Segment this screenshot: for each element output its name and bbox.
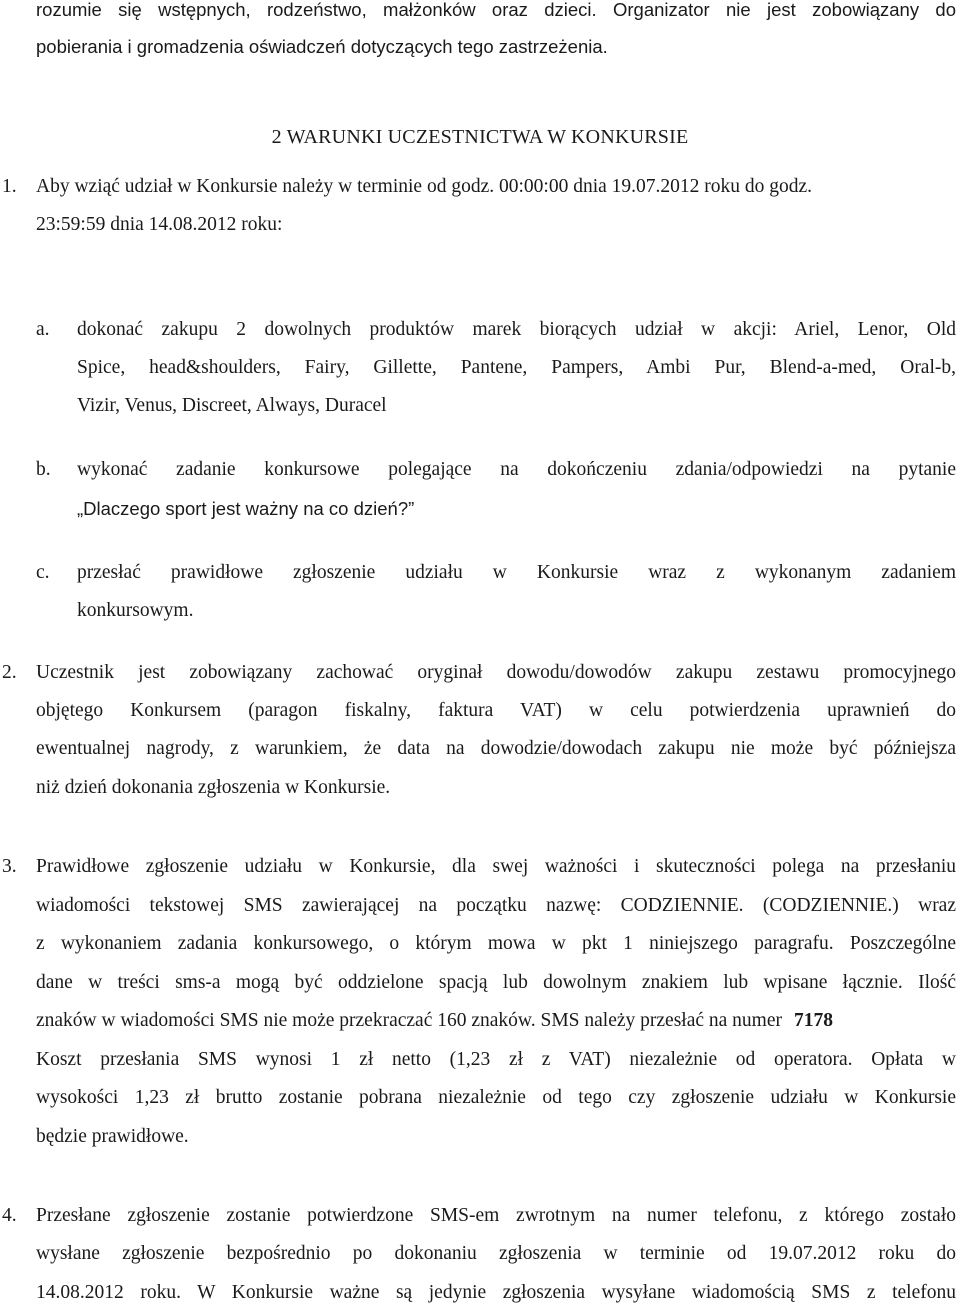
item-3-line-2: wiadomości tekstowej SMS zawierającej na początku nazwę: CODZIENNIE. (CODZIENNIE.) wraz [36,895,956,916]
sub-a-line-1: dokonać zakupu 2 dowolnych produktów marek biorących udział w akcji: Ariel, Lenor, Old [77,319,956,340]
intro-line-2: pobierania i gromadzenia oświadczeń dotyczących tego zastrzeżenia. [36,36,608,57]
item-3-line-6: Koszt przesłania SMS wynosi 1 zł netto (1,23 zł z VAT) niezależnie od operatora. Opłata w [36,1049,956,1070]
sub-c-line-1: przesłać prawidłowe zgłoszenie udziału w Konkursie wraz z wykonanym zadaniem [77,562,956,583]
sub-c-letter: c. [36,562,50,583]
item-3-line-4: dane w treści sms-a mogą być oddzielone spacją lub dowolnym znakiem lub wpisane łącznie. Ilość [36,972,956,993]
intro-line-1: rozumie się wstępnych, rodzeństwo, małżonków oraz dzieci. Organizator nie jest zobowiązany do [36,0,956,20]
item-1-line-2: 23:59:59 dnia 14.08.2012 roku: [36,214,283,235]
item-4-line-3: 14.08.2012 roku. W Konkursie ważne są jedynie zgłoszenia wysyłane wiadomością SMS z telefonu [36,1282,956,1303]
item-2-line-4: niż dzień dokonania zgłoszenia w Konkursie. [36,777,391,798]
sub-a-line-2: Spice, head&shoulders, Fairy, Gillette, Pantene, Pampers, Ambi Pur, Blend-a-med, Oral-b, [77,357,956,378]
section-title: 2 WARUNKI UCZESTNICTWA W KONKURSIE [271,126,689,148]
item-3-line-1: Prawidłowe zgłoszenie udziału w Konkursie, dla swej ważności i skuteczności polega na przesłaniu [36,856,956,877]
item-3-line-5 [36,1009,833,1033]
item-3-line-7: wysokości 1,23 zł brutto zostanie pobrana niezależnie od tego czy zgłoszenie udziału w Konkursie [36,1087,956,1108]
item-2-line-1: Uczestnik jest zobowiązany zachować oryginał dowodu/dowodów zakupu zestawu promocyjnego [36,662,956,683]
sub-c-line-2: konkursowym. [77,600,194,621]
item-4-number: 4. [2,1205,17,1226]
item-3-number: 3. [2,856,17,877]
item-3-line-5-text: znaków w wiadomości SMS nie może przekraczać 160 znaków. SMS należy przesłać na numer [36,1010,782,1031]
item-2-line-3: ewentualnej nagrody, z warunkiem, że data na dowodzie/dowodach zakupu nie może być późniejsza [36,738,956,759]
item-4-line-1: Przesłane zgłoszenie zostanie potwierdzone SMS-em zwrotnym na numer telefonu, z którego zostało [36,1205,956,1226]
item-3-line-3: z wykonaniem zadania konkursowego, o którym mowa w pkt 1 niniejszego paragrafu. Poszczególne [36,933,956,954]
item-1-number: 1. [2,176,17,197]
sub-b-line-1: wykonać zadanie konkursowe polegające na dokończeniu zdania/odpowiedzi na pytanie [77,459,956,480]
sub-b-line-2: „Dlaczego sport jest ważny na co dzień?” [77,498,415,519]
item-3-line-8: będzie prawidłowe. [36,1126,189,1147]
sub-b-letter: b. [36,459,51,480]
sms-number: 7178 [794,1010,833,1031]
sub-a-line-3: Vizir, Venus, Discreet, Always, Duracel [77,395,387,416]
sub-a-letter: a. [36,319,50,340]
item-2-number: 2. [2,662,17,683]
item-2-line-2: objętego Konkursem (paragon fiskalny, faktura VAT) w celu potwierdzenia uprawnień do [36,700,956,721]
item-4-line-2: wysłane zgłoszenie bezpośrednio po dokonaniu zgłoszenia w terminie od 19.07.2012 roku do [36,1243,956,1264]
item-1-line-1: Aby wziąć udział w Konkursie należy w terminie od godz. 00:00:00 dnia 19.07.2012 roku do godz. [36,176,813,197]
